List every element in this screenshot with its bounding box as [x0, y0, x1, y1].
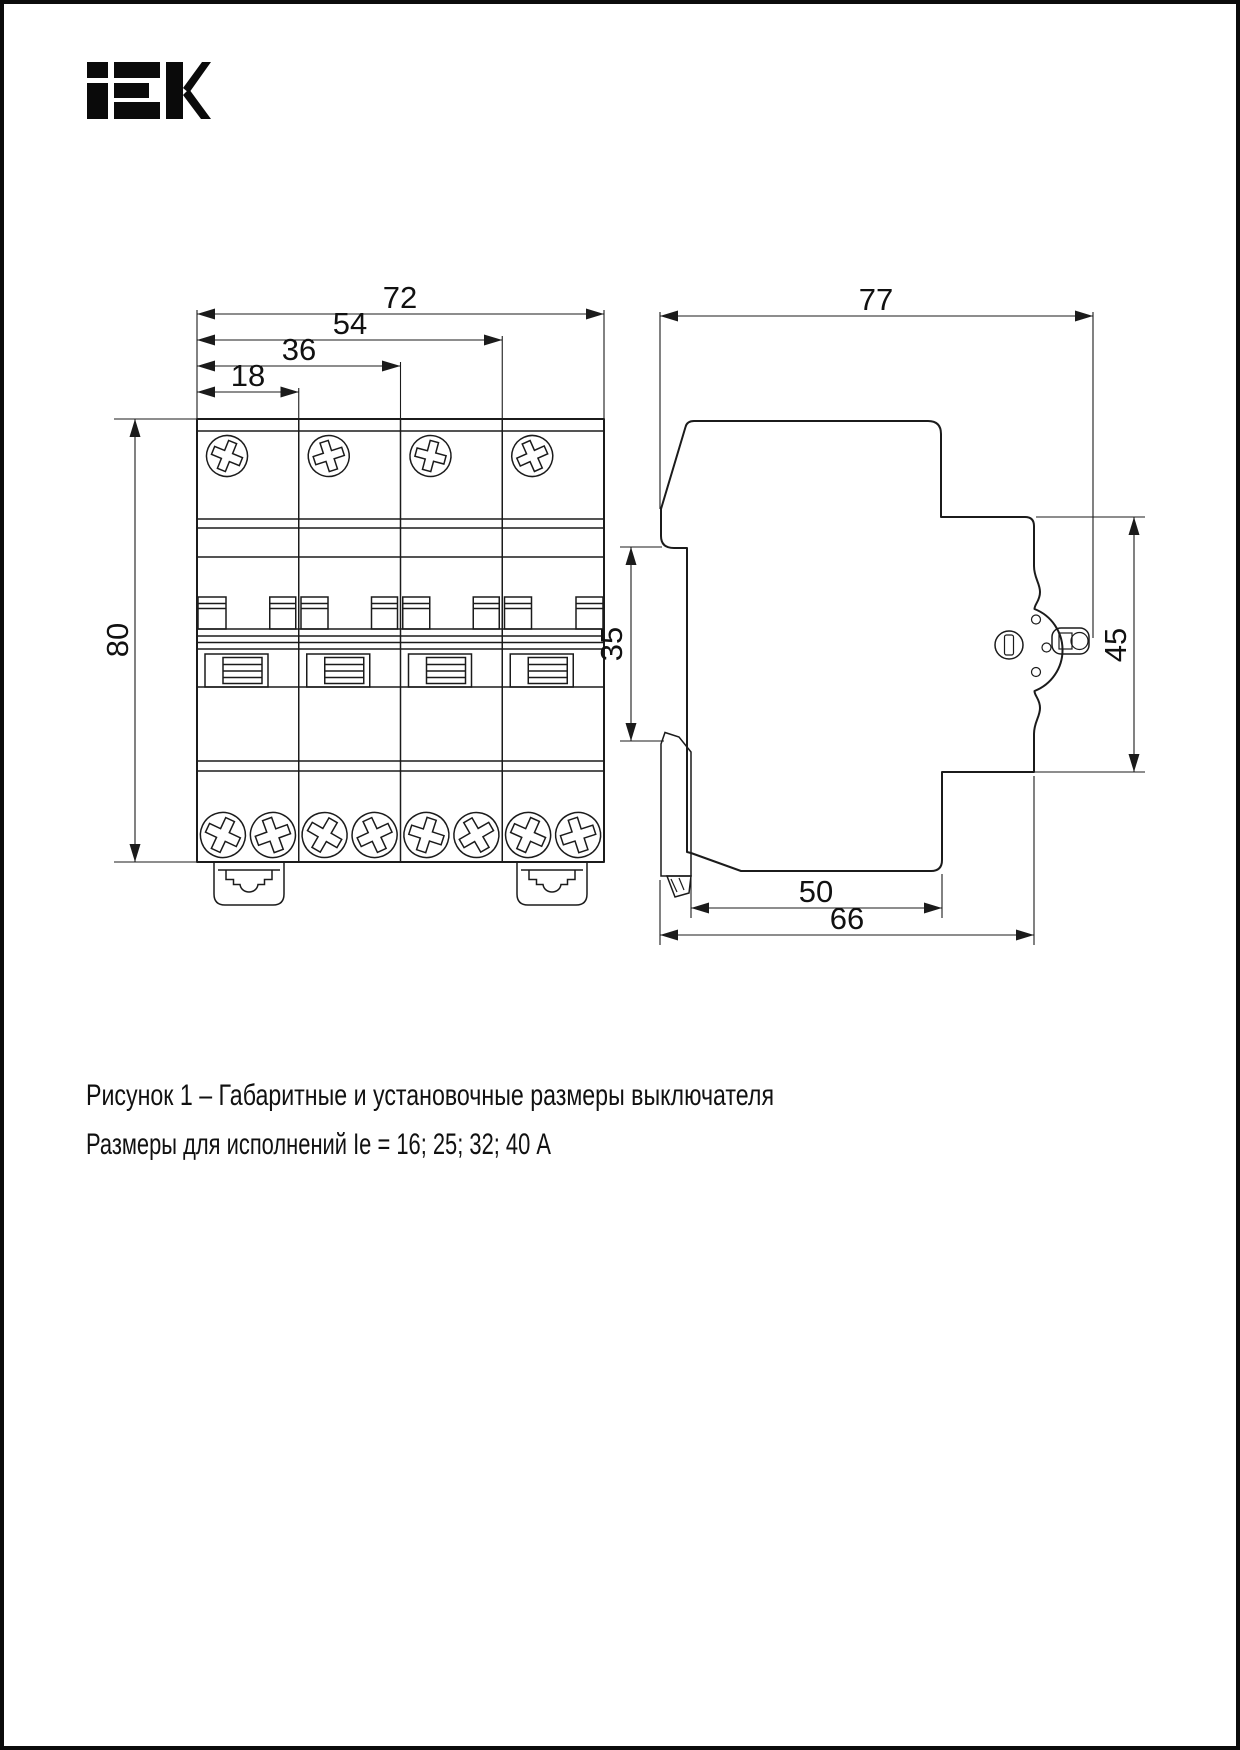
iek-logo [87, 62, 211, 119]
dim-54 [197, 306, 502, 346]
logo-e-bottom [114, 102, 160, 119]
dim-label-80: 80 [100, 622, 135, 658]
side-view [594, 282, 1145, 945]
side-pivot-lock [995, 631, 1023, 659]
dim-label-50: 50 [798, 874, 834, 909]
logo-k-stem [166, 62, 183, 119]
front-top-screws [200, 429, 559, 483]
logo-e-top [114, 62, 160, 78]
dim-35 [594, 547, 637, 741]
dim-label-72: 72 [382, 280, 418, 315]
front-din-clips [214, 862, 587, 905]
side-small-screws [1032, 615, 1052, 677]
breaker-side-body [661, 421, 1063, 871]
side-toggle-handle [1052, 628, 1089, 654]
side-dimensions [594, 282, 1145, 945]
caption-line-2: Размеры для исполнений Ie = 16; 25; 32; 40 А [86, 1128, 551, 1161]
dim-36 [197, 332, 401, 372]
dim-label-54: 54 [332, 306, 368, 341]
dim-50 [691, 874, 942, 914]
dim-label-66: 66 [829, 901, 865, 936]
dim-label-36: 36 [281, 332, 317, 367]
dim-label-77: 77 [858, 282, 894, 317]
logo-k-lower-arm [183, 89, 211, 119]
logo-i-stem [87, 83, 108, 119]
dim-72 [197, 280, 604, 320]
figure-caption [86, 1079, 774, 1161]
front-bottom-screws [193, 804, 606, 865]
dim-77 [660, 282, 1093, 322]
logo-k-upper-arm [183, 62, 211, 93]
caption-line-1: Рисунок 1 – Габаритные и установочные размеры выключателя [86, 1079, 774, 1112]
dim-label-35: 35 [594, 626, 629, 662]
dim-80 [100, 419, 141, 862]
dim-66 [660, 901, 1034, 941]
front-view [100, 280, 606, 905]
figure-canvas [4, 4, 1240, 1750]
dim-45 [1098, 517, 1140, 772]
front-module-dividers [299, 419, 503, 862]
front-toggle-handles [205, 654, 573, 687]
dim-label-45: 45 [1098, 627, 1133, 663]
logo-e-mid [114, 83, 149, 98]
front-dimensions [100, 280, 604, 862]
logo-i-dot [87, 62, 108, 78]
dim-label-18: 18 [230, 358, 266, 393]
